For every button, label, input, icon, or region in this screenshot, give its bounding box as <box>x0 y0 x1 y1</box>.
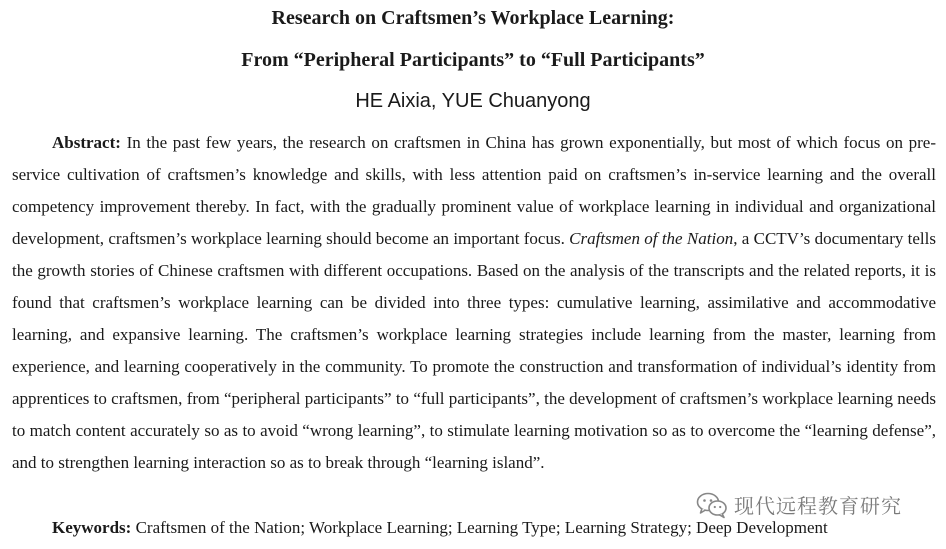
wechat-watermark <box>696 490 902 519</box>
abstract-text-part-1: In the past few years, the research on craftsmen in China has grown exponentially, but most of which focus on pre-service cultivation of craftsmen’s knowledge and skills, with less attention paid on craftsmen’s in-service learning and the overall competency improvement thereby. In fact, with the gradually prominent value of workplace learning in individual and organizational development, craftsmen’s workplace learning should become an important focus. <box>12 133 936 248</box>
abstract-label: Abstract: <box>52 133 121 152</box>
keywords-label: Keywords: <box>52 518 132 537</box>
abstract-documentary-title: Craftsmen of the Nation <box>569 229 734 248</box>
wechat-icon <box>696 491 728 519</box>
keywords-text: Craftsmen of the Nation; Workplace Learning; Learning Type; Learning Strategy; Deep Development <box>135 518 828 537</box>
paper-authors: HE Aixia, YUE Chuanyong <box>355 90 591 112</box>
abstract-paragraph <box>12 127 936 479</box>
watermark-text: 现代远程教育研究 <box>734 494 902 518</box>
abstract-text-part-2: , a CCTV’s documentary tells the growth stories of Chinese craftsmen with different occupations. Based on the analysis of the transcripts and the related reports, it is found that craftsmen’s workplace learning can be divided into three types: cumulative learning, assimilative and accommodative learning, and expansive learning. The craftsmen’s workplace learning strategies include learning from the master, learning from experience, and learning cooperatively in the community. To promote the construction and transformation of individual’s identity from apprentices to craftsmen, from “peripheral participants” to “full participants”, the development of craftsmen’s workplace learning needs to match content accurately so as to avoid “wrong learning”, to stimulate learning motivation so as to overcome the “learning defense”, and to strengthen learning interaction so as to break through “learning island”. <box>12 229 936 472</box>
paper-title-line-2: From “Peripheral Participants” to “Full Participants” <box>241 49 705 71</box>
paper-title-line-1: Research on Craftsmen’s Workplace Learning: <box>271 7 675 29</box>
